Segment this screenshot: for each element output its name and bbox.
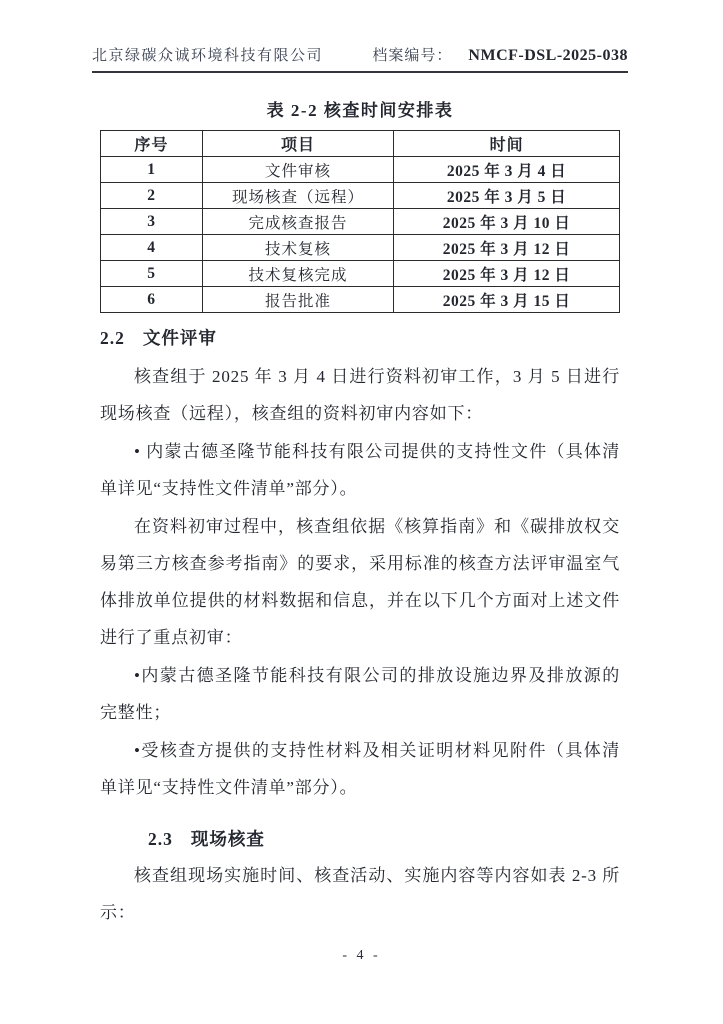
archive-label: 档案编号： — [372, 48, 453, 64]
table-header-row — [101, 131, 620, 157]
section-title: 文件评审 — [142, 328, 217, 348]
cell-time: 2025 年 3 月 4 日 — [394, 157, 620, 183]
cell-time: 2025 年 3 月 12 日 — [394, 261, 620, 287]
page-header — [92, 44, 628, 73]
paragraph-onsite-intro: 核查组现场实施时间、核查活动、实施内容等内容如表 2-3 所示： — [100, 866, 620, 922]
archive-number: NMCF-DSL-2025-038 — [468, 47, 628, 64]
table-row — [101, 209, 620, 235]
section-title: 现场核查 — [190, 829, 265, 849]
cell-item: 文件审核 — [202, 157, 393, 183]
cell-seq: 2 — [101, 183, 203, 209]
table-row — [101, 287, 620, 313]
section-number: 2.3 — [148, 829, 173, 849]
cell-seq: 1 — [101, 157, 203, 183]
document-body — [100, 92, 620, 931]
cell-seq: 6 — [101, 287, 203, 313]
section-heading-2-3 — [148, 826, 620, 851]
table-row — [101, 261, 620, 287]
bullet-evidence-materials: •受核查方提供的支持性材料及相关证明材料见附件（具体清单详见“支持性文件清单”部分）。 — [100, 741, 620, 797]
paragraph-intro: 核查组于 2025 年 3 月 4 日进行资料初审工作，3 月 5 日进行现场核查（远程），核查组的资料初审内容如下： — [100, 367, 620, 423]
cell-seq: 3 — [101, 209, 203, 235]
bullet-supporting-docs: • 内蒙古德圣隆节能科技有限公司提供的支持性文件（具体清单详见“支持性文件清单”部分）。 — [100, 442, 620, 498]
schedule-table — [100, 130, 620, 313]
table-row — [101, 235, 620, 261]
column-header-time: 时间 — [394, 131, 620, 157]
bullet-boundary-completeness: •内蒙古德圣隆节能科技有限公司的排放设施边界及排放源的完整性； — [100, 666, 620, 722]
cell-time: 2025 年 3 月 15 日 — [394, 287, 620, 313]
cell-item: 完成核查报告 — [202, 209, 393, 235]
table-title: 表 2-2 核查时间安排表 — [266, 101, 454, 120]
cell-seq: 5 — [101, 261, 203, 287]
page-number: - 4 - — [342, 948, 381, 963]
cell-item: 现场核查（远程） — [202, 183, 393, 209]
cell-seq: 4 — [101, 235, 203, 261]
cell-item: 技术复核 — [202, 235, 393, 261]
paragraph-review-process: 在资料初审过程中，核查组依据《核算指南》和《碳排放权交易第三方核查参考指南》的要求，采用标准的核查方法评审温室气体排放单位提供的材料数据和信息，并在以下几个方面对上述文件进行了重点初审： — [100, 517, 620, 647]
archive-number-group — [372, 44, 628, 65]
section-heading-2-2 — [100, 325, 620, 350]
cell-time: 2025 年 3 月 5 日 — [394, 183, 620, 209]
page-footer — [0, 948, 723, 964]
column-header-item: 项目 — [202, 131, 393, 157]
table-row — [101, 157, 620, 183]
cell-time: 2025 年 3 月 12 日 — [394, 235, 620, 261]
cell-item: 报告批准 — [202, 287, 393, 313]
cell-item: 技术复核完成 — [202, 261, 393, 287]
section-number: 2.2 — [100, 328, 125, 348]
company-name: 北京绿碳众诚环境科技有限公司 — [92, 48, 324, 64]
table-row — [101, 183, 620, 209]
cell-time: 2025 年 3 月 10 日 — [394, 209, 620, 235]
column-header-seq: 序号 — [101, 131, 203, 157]
